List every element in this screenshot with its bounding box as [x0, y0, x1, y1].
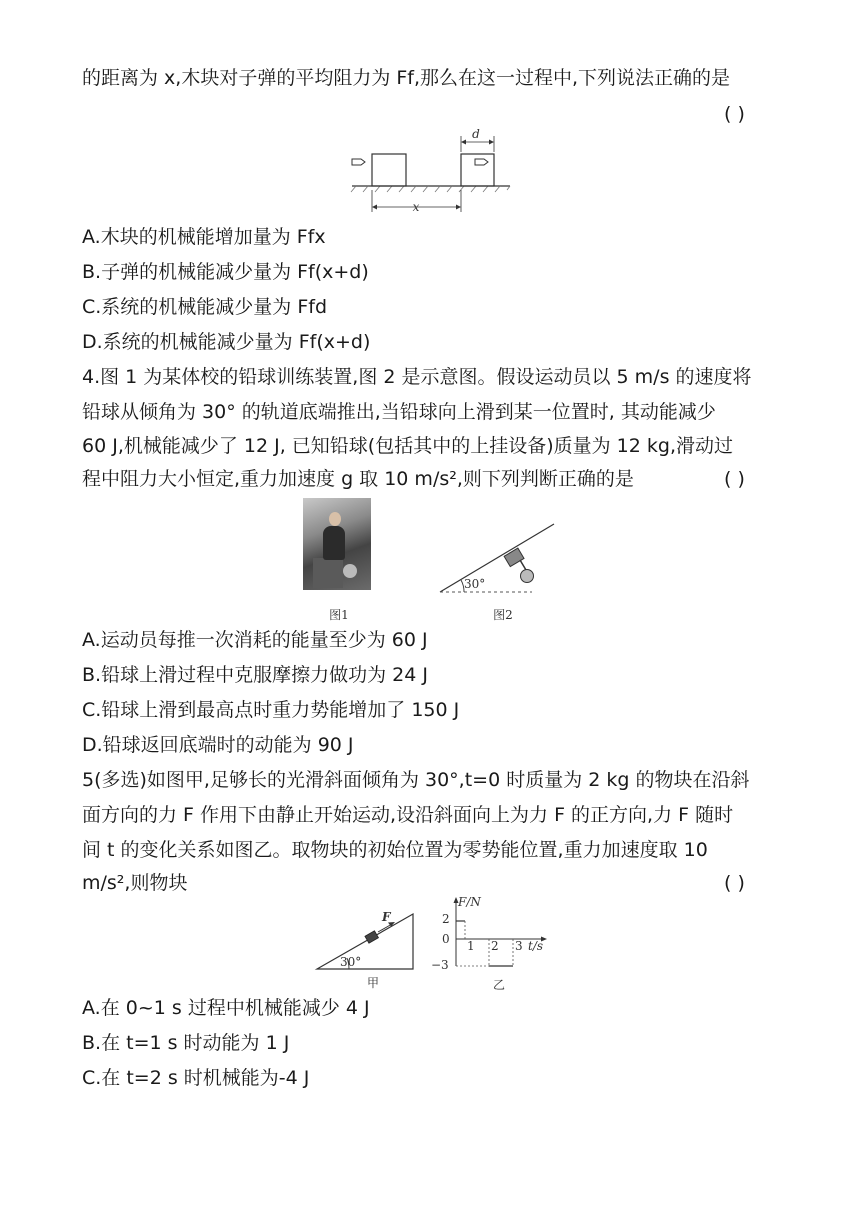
q5-stem-line-3: 间 t 的变化关系如图乙。取物块的初始位置为零势能位置,重力加速度取 10: [82, 839, 708, 861]
y-tick-neg3: −3: [431, 958, 449, 972]
q5-option-b: B.在 t=1 s 时动能为 1 J: [82, 1032, 290, 1054]
q4-option-a: A.运动员每推一次消耗的能量至少为 60 J: [82, 629, 428, 651]
jia-angle-label: 30°: [340, 955, 362, 969]
figure-yi-caption: 乙: [492, 978, 506, 992]
x-tick-2: 2: [491, 939, 499, 953]
figure-2-caption: 图2: [493, 608, 513, 622]
figure-yi-force-graph: [428, 894, 560, 994]
q4-stem-line-2: 铅球从倾角为 30° 的轨道底端推出,当铅球向上滑到某一位置时, 其动能减少: [82, 401, 716, 423]
figure-jia-caption: 甲: [366, 976, 380, 990]
q4-stem-line-1: 4.图 1 为某体校的铅球训练装置,图 2 是示意图。假设运动员以 5 m/s 的速度将: [82, 366, 752, 388]
y-tick-2: 2: [442, 912, 450, 926]
q3-option-d: D.系统的机械能减少量为 Ff(x+d): [82, 331, 371, 353]
q4-option-c: C.铅球上滑到最高点时重力势能增加了 150 J: [82, 699, 460, 721]
q4-stem-line-3: 60 J,机械能减少了 12 J, 已知铅球(包括其中的上挂设备)质量为 12 kg,滑动过: [82, 435, 733, 457]
x-tick-1: 1: [467, 939, 475, 953]
force-f-label: F: [382, 910, 391, 924]
incline-angle-label: 30°: [464, 577, 486, 591]
block: [365, 931, 379, 943]
q4-answer-bracket: ( ): [724, 468, 745, 490]
q4-option-d: D.铅球返回底端时的动能为 90 J: [82, 734, 354, 756]
shot-put-ball: [521, 570, 534, 583]
q5-stem-line-2: 面方向的力 F 作用下由静止开始运动,设沿斜面向上为力 F 的正方向,力 F 随时: [82, 804, 734, 826]
x-axis-label: t/s: [528, 939, 544, 953]
x-label: x: [412, 200, 420, 214]
x-tick-3: 3: [515, 939, 523, 953]
q3-option-a: A.木块的机械能增加量为 Ffx: [82, 226, 326, 248]
y-axis-label: F/N: [458, 895, 481, 909]
bullet-in-block: [475, 159, 488, 165]
figure-1-caption: 图1: [329, 608, 349, 622]
figure-jia-incline: [312, 904, 420, 992]
q5-option-c: C.在 t=2 s 时机械能为-4 J: [82, 1067, 310, 1089]
q5-option-a: A.在 0~1 s 过程中机械能减少 4 J: [82, 997, 370, 1019]
q3-stem-line: 的距离为 x,木块对子弹的平均阻力为 Ff,那么在这一过程中,下列说法正确的是: [82, 67, 731, 89]
incline-diagram-figure: [296, 520, 566, 626]
bullet-initial: [352, 159, 365, 165]
bullet-block-figure: [348, 128, 512, 216]
q4-stem-line-4: 程中阻力大小恒定,重力加速度 g 取 10 m/s²,则下列判断正确的是: [82, 468, 634, 490]
block-initial: [372, 154, 406, 186]
y-tick-0: 0: [442, 932, 450, 946]
d-label: d: [472, 128, 480, 141]
q4-option-b: B.铅球上滑过程中克服摩擦力做功为 24 J: [82, 664, 428, 686]
q5-stem-line-1: 5(多选)如图甲,足够长的光滑斜面倾角为 30°,t=0 时质量为 2 kg 的物块在沿斜: [82, 769, 750, 791]
q5-answer-bracket: ( ): [724, 872, 745, 894]
q3-option-b: B.子弹的机械能减少量为 Ff(x+d): [82, 261, 369, 283]
q5-stem-line-4: m/s²,则物块: [82, 872, 188, 894]
q3-option-c: C.系统的机械能减少量为 Ffd: [82, 296, 328, 318]
q3-answer-bracket: ( ): [724, 103, 745, 125]
